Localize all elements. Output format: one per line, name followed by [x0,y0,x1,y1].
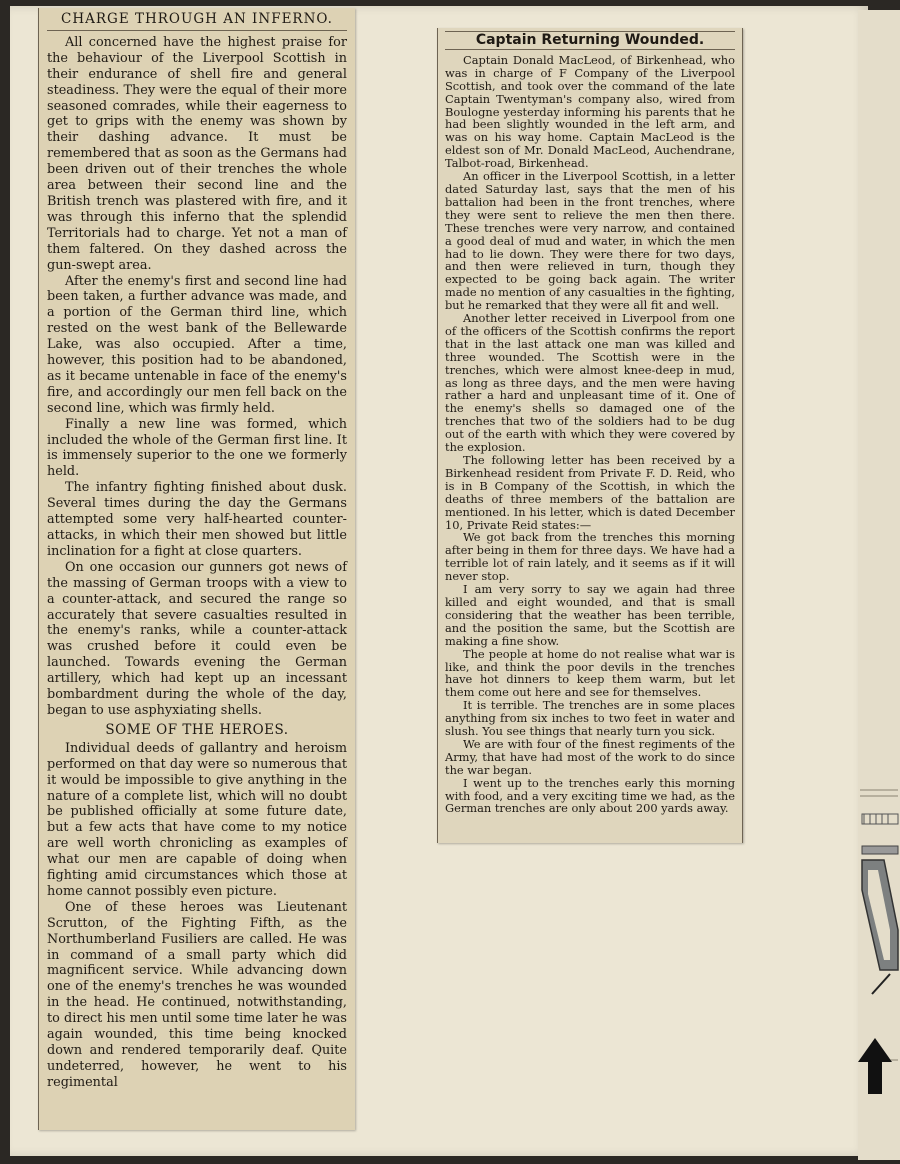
left-newspaper-clipping [38,8,355,1130]
left-paragraph: Individual deeds of gallantry and heroism performed on that day were so numerous that it would be impossible to give anything in the nature of a complete list, which will no doubt be published officially at some future date, but a few acts that have come to my notice are well worth chronicling as examples of what our men are capable of doing when fighting amid circumstances which those at home cannot possibly even picture. [47,740,347,899]
right-paragraph: We got back from the trenches this morning after being in them for three days. We have had a terrible lot of rain lately, and it seems as if it will never stop. [445,530,735,584]
up-arrow-icon [856,1036,894,1096]
right-paragraph: The people at home do not realise what war is like, and think the poor devils in the trenches have hot dinners to keep them warm, but let them come out here and see for themselves. [445,646,735,700]
left-paragraph: On one occasion our gunners got news of the massing of German troops with a view to a counter-attack, and secured the range so accurately that severe casualties resulted in the enemy's ranks, while a counter-attack was crushed before it could even be launched. Towards evening the German artillery, which had kept up an incessant bombardment during the whole of the day, began to use asphyxiating shells. [47,559,347,718]
right-paragraph: The following letter has been received by a Birkenhead resident from Private F. D. Reid, who is in B Company of the Scottish, in which the deaths of three members of the battalion are mentioned. In his letter, which is dated December 10, Private Reid states:— [445,453,735,532]
left-paragraph: Finally a new line was formed, which included the whole of the German first line. It is immensely superior to the one we formerly held. [47,416,347,480]
right-paragraph: I am very sorry to say we again had three killed and eight wounded, and that is small considering that the weather has been terrible, and the position the same, but the Scottish are making a fine show. [445,582,735,648]
right-newspaper-clipping [437,28,743,843]
left-paragraph: One of these heroes was Lieutenant Scrutton, of the Fighting Fifth, as the Northumberland Fusiliers are called. He was in command of a small party which did magnificent service. While advancing down one of the enemy's trenches he was wounded in the head. He continued, notwithstanding, to direct his men until some time later he was again wounded, this time being knocked down and rendered temporarily deaf. Quite undeterred, however, he went to his regimental [47,899,347,1090]
right-paragraph: I went up to the trenches early this morning with food, and a very exciting time we had, as the German trenches are only about 200 yards away. [445,775,735,816]
left-paragraph: The infantry fighting finished about dusk. Several times during the day the Germans attempted some very half-hearted counter-attacks, in which their men showed but little inclination for a fight at close quarters. [47,480,347,559]
right-paragraph: Captain Donald MacLeod, of Birkenhead, who was in charge of F Company of the Liverpool Scottish, and took over the command of the late Captain Twentyman's company also, wired from Boulogne yesterday informing his parents that he had been slightly wounded in the left arm, and was on his way home. Captain MacLeod is the eldest son of Mr. Donald MacLeod, Auchendrane, Talbot-road, Birkenhead. [445,52,735,171]
left-paragraph: After the enemy's first and second line had been taken, a further advance was made, and a portion of the German third line, which rested on the west bank of the Bellewarde Lake, was also occupied. After a time, however, this position had to be abandoned, as it became untenable in face of the enemy's fire, and accordingly our men fell back on the second line, which was firmly held. [47,273,347,416]
left-clipping-subheading: SOME OF THE HEROES. [105,721,289,738]
adjacent-page-edge [858,10,900,1160]
right-paragraph: It is terrible. The trenches are in some places anything from six inches to two feet in water and slush. You see things that nearly turn you sick. [445,698,735,739]
right-paragraph: Another letter received in Liverpool from one of the officers of the Scottish confirms the report that in the last attack one man was killed and three wounded. The Scottish were in the trenches, which were almost knee-deep in mud, as long as three days, and the men were having rather a hard and unpleasant time of it. One of the enemy's shells so damaged one of the trenches that two of the soldiers had to be dug out of the earth with which they were covered by the explosion. [445,311,735,455]
right-clipping-headline: Captain Returning Wounded. [445,31,735,50]
left-paragraph: All concerned have the highest praise for the behaviour of the Liverpool Scottish in their endurance of shell fire and general steadiness. They were the equal of their more seasoned comrades, while their eagerness to get to grips with the enemy was shown by their dashing advance. It must be remembered that as soon as the Germans had been driven out of their trenches the whole area between their second line and the British trench was plastered with fire, and it was through this inferno that the splendid Territorials had to charge. Yet not a man of them faltered. On they dashed across the gun-swept area. [47,34,347,273]
page-edge-marks [858,770,900,1070]
left-clipping-headline: CHARGE THROUGH AN INFERNO. [47,12,347,31]
right-paragraph: An officer in the Liverpool Scottish, in a letter dated Saturday last, says that the men of his battalion had been in the front trenches, where they were sent to relieve the men then there. These trenches were very narrow, and contained a good deal of mud and water, in which the men had to lie down. They were there for two days, and then were relieved in turn, though they expected to be going back again. The writer made no mention of any casualties in the fighting, but he remarked that they were all fit and well. [445,169,735,313]
right-paragraph: We are with four of the finest regiments of the Army, that have had most of the work to do since the war began. [445,736,735,777]
